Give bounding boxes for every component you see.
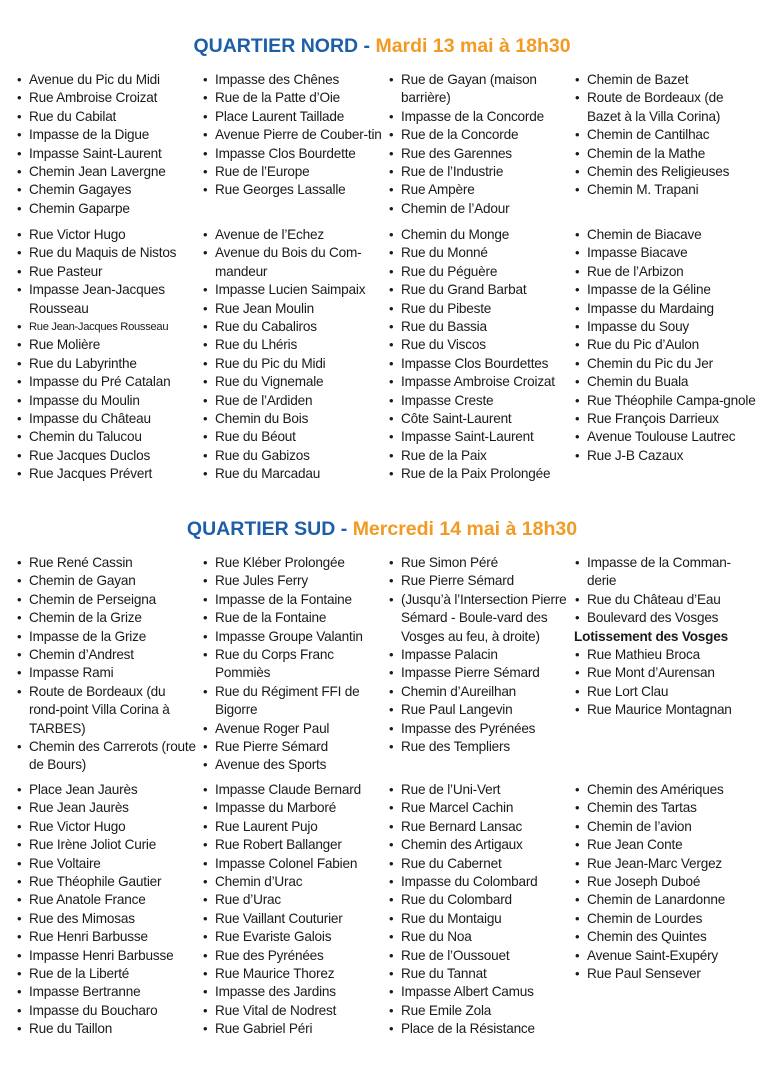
quartier-nord-title: QUARTIER NORD — [193, 35, 359, 57]
street-item: • Impasse Creste — [388, 392, 570, 410]
street-item: • Chemin de la Grize — [16, 609, 198, 627]
street-item: • Impasse du Moulin — [16, 392, 198, 410]
street-item: • Rue Laurent Pujo — [202, 818, 384, 836]
street-item: • Rue du Cabaliros — [202, 318, 384, 336]
street-item: • Chemin des Amériques — [574, 781, 756, 799]
street-item: • Rue de l’Ardiden — [202, 392, 384, 410]
street-item: • Rue Voltaire — [16, 855, 198, 873]
street-item: • Rue Jacques Prévert — [16, 465, 198, 483]
street-item: • Rue du Grand Barbat — [388, 281, 570, 299]
street-item: • Avenue du Pic du Midi — [16, 71, 198, 89]
street-item: • Rue Pierre Sémard — [202, 738, 384, 756]
street-column — [574, 226, 760, 484]
street-list — [388, 226, 570, 484]
street-column — [574, 554, 760, 775]
street-item: • Rue du Cabernet — [388, 855, 570, 873]
street-item: • Avenue du Bois du Com-mandeur — [202, 244, 384, 281]
street-item: • Rue Jules Ferry — [202, 572, 384, 590]
street-item: • Impasse de la Grize — [16, 628, 198, 646]
street-item: • Chemin de Biacave — [574, 226, 756, 244]
street-item: • Rue Ampère — [388, 181, 570, 199]
street-item: • Rue des Mimosas — [16, 910, 198, 928]
street-item: • Rue des Garennes — [388, 145, 570, 163]
street-list — [574, 781, 756, 983]
street-item: • Impasse Colonel Fabien — [202, 855, 384, 873]
street-item: • Rue du Bassia — [388, 318, 570, 336]
street-item: • Impasse de la Comman-derie — [574, 554, 756, 591]
street-item: • Impasse Pierre Sémard — [388, 664, 570, 682]
street-item: • Impasse de la Géline — [574, 281, 756, 299]
street-item: • Chemin M. Trapani — [574, 181, 756, 199]
street-item: • Place Laurent Taillade — [202, 108, 384, 126]
street-item: • Rue Bernard Lansac — [388, 818, 570, 836]
street-item: • Rue du Péguère — [388, 263, 570, 281]
street-item: • Chemin Jean Lavergne — [16, 163, 198, 181]
street-item: • Chemin du Buala — [574, 373, 756, 391]
street-item: • Rue de la Paix Prolongée — [388, 465, 570, 483]
street-item: • Rue Jean Moulin — [202, 300, 384, 318]
street-item: • Rue Anatole France — [16, 891, 198, 909]
street-item: • Chemin des Carrerots (route de Bours) — [16, 738, 198, 775]
street-item: • Place Jean Jaurès — [16, 781, 198, 799]
street-item: • Rue du Pic du Midi — [202, 355, 384, 373]
street-item: • Chemin de l’Adour — [388, 200, 570, 218]
street-item: • Chemin des Artigaux — [388, 836, 570, 854]
street-item: • Avenue des Sports — [202, 756, 384, 774]
street-item: • Chemin de Lanardonne — [574, 891, 756, 909]
street-item: • Chemin des Quintes — [574, 928, 756, 946]
street-item: • Rue Robert Ballanger — [202, 836, 384, 854]
street-item: • Rue Jean-Marc Vergez — [574, 855, 756, 873]
street-item: • Rue de la Fontaine — [202, 609, 384, 627]
street-item: • Rue Théophile Campa-gnole — [574, 392, 756, 410]
street-item: • Rue Jean-Jacques Rousseau — [16, 318, 198, 336]
street-item: • Rue Pierre Sémard — [388, 572, 570, 590]
street-item: • Rue du Noa — [388, 928, 570, 946]
street-column — [16, 781, 202, 1039]
street-item: • Impasse Rami — [16, 664, 198, 682]
street-item: • Rue Vital de Nodrest — [202, 1002, 384, 1020]
street-list — [574, 226, 756, 465]
street-item: • Impasse Albert Camus — [388, 983, 570, 1001]
street-item: • Rue Lort Clau — [574, 683, 756, 701]
street-list — [16, 781, 198, 1039]
street-item: • Chemin de Bazet — [574, 71, 756, 89]
street-item: • Impasse Groupe Valantin — [202, 628, 384, 646]
street-item: • Impasse de la Concorde — [388, 108, 570, 126]
street-column — [574, 71, 760, 218]
street-item: • Place de la Résistance — [388, 1020, 570, 1038]
street-subheading: Lotissement des Vosges — [574, 628, 728, 644]
street-list — [16, 71, 198, 218]
street-item: • Rue des Templiers — [388, 738, 570, 756]
street-item: • Rue du Cabilat — [16, 108, 198, 126]
street-item: • Rue Victor Hugo — [16, 226, 198, 244]
street-item: • Avenue Roger Paul — [202, 720, 384, 738]
street-item: • Rue des Pyrénées — [202, 947, 384, 965]
street-column — [574, 781, 760, 1039]
street-item: • Chemin des Religieuses — [574, 163, 756, 181]
street-column — [388, 781, 574, 1039]
street-column — [202, 554, 388, 775]
block-nord-2 — [16, 226, 760, 484]
street-item: • Côte Saint-Laurent — [388, 410, 570, 428]
street-item: • Impasse du Mardaing — [574, 300, 756, 318]
street-list — [16, 554, 198, 775]
street-item: • Rue du Labyrinthe — [16, 355, 198, 373]
street-item: • Avenue Saint-Exupéry — [574, 947, 756, 965]
quartier-sud-title: QUARTIER SUD — [186, 518, 336, 540]
street-item: • Rue Gabriel Péri — [202, 1020, 384, 1038]
street-column — [202, 226, 388, 484]
street-item: • Chemin de Cantilhac — [574, 126, 756, 144]
street-item: • Rue Vaillant Couturier — [202, 910, 384, 928]
street-item: • Rue Kléber Prolongée — [202, 554, 384, 572]
street-item: • Chemin de l’avion — [574, 818, 756, 836]
heading-quartier-sud — [0, 518, 764, 541]
street-list — [202, 71, 384, 200]
street-item: • Rue du Gabizos — [202, 447, 384, 465]
street-item: • Chemin de Lourdes — [574, 910, 756, 928]
street-item: • Rue de la Concorde — [388, 126, 570, 144]
street-item: • Rue Jean Conte — [574, 836, 756, 854]
street-item: • Avenue Pierre de Couber-tin — [202, 126, 384, 144]
heading-separator: - — [358, 35, 376, 57]
street-item: • Chemin Gagayes — [16, 181, 198, 199]
street-item: • Rue Ambroise Croizat — [16, 89, 198, 107]
street-item: • Impasse des Chênes — [202, 71, 384, 89]
street-item: • Impasse du Château — [16, 410, 198, 428]
street-list — [16, 226, 198, 484]
street-item: • Rue Maurice Thorez — [202, 965, 384, 983]
street-item: • Chemin de Perseigna — [16, 591, 198, 609]
street-item: • Rue Joseph Duboé — [574, 873, 756, 891]
street-item: • Rue de la Patte d’Oie — [202, 89, 384, 107]
street-item: • Rue Jean Jaurès — [16, 799, 198, 817]
street-item: • Impasse de la Digue — [16, 126, 198, 144]
street-item: • Impasse Clos Bourdettes — [388, 355, 570, 373]
street-item: • Chemin de la Mathe — [574, 145, 756, 163]
street-item: • Chemin Gaparpe — [16, 200, 198, 218]
street-item: • Rue Simon Péré — [388, 554, 570, 572]
street-item: • Rue Emile Zola — [388, 1002, 570, 1020]
street-item: • Rue Paul Langevin — [388, 701, 570, 719]
street-item: • Rue Victor Hugo — [16, 818, 198, 836]
street-item: • Rue du Régiment FFI de Bigorre — [202, 683, 384, 720]
street-item: • Rue René Cassin — [16, 554, 198, 572]
street-item: • Impasse du Pré Catalan — [16, 373, 198, 391]
street-item: • Rue de l’Arbizon — [574, 263, 756, 281]
street-item: • Impasse Lucien Saimpaix — [202, 281, 384, 299]
street-list — [388, 781, 570, 1039]
street-item: • Impasse Henri Barbusse — [16, 947, 198, 965]
street-item: • Chemin du Talucou — [16, 428, 198, 446]
street-item: • Rue du Tannat — [388, 965, 570, 983]
street-item: • Chemin du Bois — [202, 410, 384, 428]
street-item: • Boulevard des Vosges — [574, 609, 756, 627]
street-item: • Rue du Château d’Eau — [574, 591, 756, 609]
street-item: • Chemin d’Andrest — [16, 646, 198, 664]
street-item: • Avenue de l’Echez — [202, 226, 384, 244]
street-item: • Route de Bordeaux (de Bazet à la Villa Corina) — [574, 89, 756, 126]
street-list — [574, 554, 756, 720]
street-item: • Rue de l’Europe — [202, 163, 384, 181]
street-item: • Chemin du Monge — [388, 226, 570, 244]
street-item: • Rue Mathieu Broca — [574, 646, 756, 664]
street-item: • Rue de l’Industrie — [388, 163, 570, 181]
street-item: • Impasse Palacin — [388, 646, 570, 664]
heading-quartier-nord — [0, 35, 764, 58]
street-item: • Impasse du Boucharo — [16, 1002, 198, 1020]
street-item: • Rue Evariste Galois — [202, 928, 384, 946]
street-item: • Rue du Maquis de Nistos — [16, 244, 198, 262]
street-item: • Impasse du Marboré — [202, 799, 384, 817]
block-nord-1 — [16, 71, 760, 218]
street-item: • Rue Marcel Cachin — [388, 799, 570, 817]
street-item: • Rue Paul Sensever — [574, 965, 756, 983]
street-list — [574, 71, 756, 200]
street-column — [388, 554, 574, 775]
street-item: • Impasse Saint-Laurent — [388, 428, 570, 446]
street-item: • Route de Bordeaux (du rond-point Villa Corina à TARBES) — [16, 683, 198, 738]
street-item: • Rue d’Urac — [202, 891, 384, 909]
street-item: • Rue du Viscos — [388, 336, 570, 354]
street-item: • Impasse Ambroise Croizat — [388, 373, 570, 391]
street-item: • Rue Jacques Duclos — [16, 447, 198, 465]
street-item: • Impasse des Pyrénées — [388, 720, 570, 738]
street-item: • Chemin de Gayan — [16, 572, 198, 590]
street-column — [202, 71, 388, 218]
street-item: • Chemin du Pic du Jer — [574, 355, 756, 373]
street-column — [202, 781, 388, 1039]
street-item: • Impasse du Colombard — [388, 873, 570, 891]
street-list — [202, 781, 384, 1039]
street-item: • Chemin d’Aureilhan — [388, 683, 570, 701]
quartier-sud-date: Mercredi 14 mai à 18h30 — [352, 518, 578, 540]
street-list — [202, 226, 384, 484]
street-item: • Rue du Lhéris — [202, 336, 384, 354]
street-column — [16, 226, 202, 484]
street-item: • Impasse Saint-Laurent — [16, 145, 198, 163]
street-column — [388, 226, 574, 484]
street-list — [388, 71, 570, 218]
street-item: • Rue Irène Joliot Curie — [16, 836, 198, 854]
street-item: • Rue de la Paix — [388, 447, 570, 465]
street-item: • Rue du Marcadau — [202, 465, 384, 483]
street-item: • Impasse de la Fontaine — [202, 591, 384, 609]
street-item: • Rue de l’Oussouet — [388, 947, 570, 965]
street-item: • Chemin d’Urac — [202, 873, 384, 891]
street-item: • Rue du Vignemale — [202, 373, 384, 391]
street-item: • Impasse Biacave — [574, 244, 756, 262]
street-list — [202, 554, 384, 775]
street-item: • Impasse Jean-Jacques Rousseau — [16, 281, 198, 318]
street-item: • Impasse des Jardins — [202, 983, 384, 1001]
quartier-nord-date: Mardi 13 mai à 18h30 — [375, 35, 571, 57]
street-item: • Impasse du Souy — [574, 318, 756, 336]
street-item: • Rue Molière — [16, 336, 198, 354]
street-item: • Rue Mont d’Aurensan — [574, 664, 756, 682]
street-item: • Rue du Montaigu — [388, 910, 570, 928]
street-item: • Rue de Gayan (maison barrière) — [388, 71, 570, 108]
street-item: • Chemin des Tartas — [574, 799, 756, 817]
street-item: • Rue du Colombard — [388, 891, 570, 909]
street-item: • Rue François Darrieux — [574, 410, 756, 428]
street-item: • Rue Georges Lassalle — [202, 181, 384, 199]
street-item: • Rue du Pibeste — [388, 300, 570, 318]
street-item: • Avenue Toulouse Lautrec — [574, 428, 756, 446]
street-list — [388, 554, 570, 756]
street-column — [16, 554, 202, 775]
street-column — [16, 71, 202, 218]
street-item: • Rue du Pic d’Aulon — [574, 336, 756, 354]
street-item: • Rue J-B Cazaux — [574, 447, 756, 465]
block-sud-1 — [16, 554, 760, 775]
street-item: • Rue du Corps Franc Pommiès — [202, 646, 384, 683]
street-item: • Rue de la Liberté — [16, 965, 198, 983]
street-item: • Rue du Taillon — [16, 1020, 198, 1038]
heading-separator: - — [335, 518, 353, 540]
street-item: • (Jusqu’à l’Intersection Pierre Sémard - Boule-vard des Vosges au feu, à droite) — [388, 591, 570, 646]
street-column — [388, 71, 574, 218]
street-item: • Rue Pasteur — [16, 263, 198, 281]
street-item: • Impasse Bertranne — [16, 983, 198, 1001]
street-item: • Impasse Clos Bourdette — [202, 145, 384, 163]
street-item: • Rue du Monné — [388, 244, 570, 262]
street-item: • Rue Maurice Montagnan — [574, 701, 756, 719]
street-item: • Rue de l’Uni-Vert — [388, 781, 570, 799]
street-item: • Rue du Béout — [202, 428, 384, 446]
block-sud-2 — [16, 781, 760, 1039]
street-item: • Impasse Claude Bernard — [202, 781, 384, 799]
street-item: • Rue Théophile Gautier — [16, 873, 198, 891]
street-item: • Rue Henri Barbusse — [16, 928, 198, 946]
